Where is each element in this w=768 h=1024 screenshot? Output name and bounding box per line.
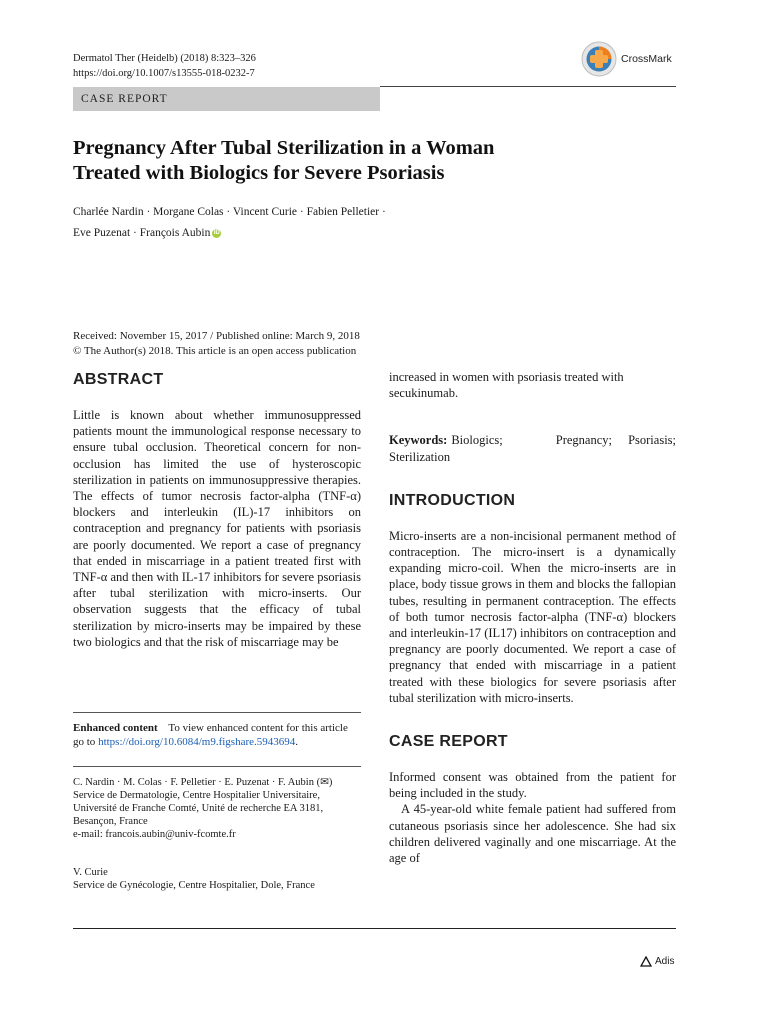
title-line-2: Treated with Biologics for Severe Psoriasis <box>73 162 445 184</box>
orcid-icon[interactable]: iD <box>213 229 220 236</box>
crossmark-badge[interactable] <box>581 41 672 77</box>
introduction-text: Micro-inserts are a non-incisional permanent method of contraception. The micro-insert is a dynamically expanding micro-coil. When the micro-inserts are in place, body tissue grows in them and blocks the fallopian tubes, resulting in permanent contraception. The effects of both tumor necrosis factor-alpha (TNF-α) blockers and interleukin-17 (IL17) inhibitors on contraception and pregnancy are poorly documented. We report a case of pregnancy that ended with miscarriage in a patient treated with these biologics for severe psoriasis after tubal sterilization with micro-inserts. <box>389 528 676 705</box>
case-report-para-1: Informed consent was obtained from the patient for being included in the study. <box>389 770 676 801</box>
abstract-rule <box>73 712 361 713</box>
title-line-1: Pregnancy After Tubal Sterilization in a Woman <box>73 137 495 159</box>
publisher-name: Adis <box>655 956 675 967</box>
authors-line-1: Charlée Nardin · Morgane Colas · Vincent Curie · Fabien Pelletier · <box>73 206 386 218</box>
keywords <box>389 432 676 464</box>
keyword-pregnancy: Pregnancy; <box>555 433 612 448</box>
author-list <box>73 202 673 244</box>
case-report-heading: CASE REPORT <box>389 733 508 751</box>
figshare-link[interactable]: https://doi.org/10.6084/m9.figshare.5943694 <box>98 736 296 748</box>
footer-rule <box>73 928 676 929</box>
abstract-heading: ABSTRACT <box>73 371 164 388</box>
keyword-psoriasis: Psoriasis; <box>628 433 677 448</box>
article-title <box>73 136 673 186</box>
received-published-dates: Received: November 15, 2017 / Published online: March 9, 2018 <box>73 330 360 342</box>
license-statement: © The Author(s) 2018. This article is an open access publication <box>73 345 357 357</box>
affiliation-1 <box>73 776 361 841</box>
authors-line-2-text: Eve Puzenat · François Aubin <box>73 227 211 239</box>
crossmark-label: CrossMark <box>621 53 672 65</box>
abstract-text: Little is known about whether immunosuppressed patients mount the immunological response necessary to ensure tubal occlusion. Theoretical concern for non-occlusion has limited the use of hysteroscopic sterilization in patients on immunosuppressive therapies. The effects of tumor necrosis factor-alpha (TNF-α) blockers and interleukin (IL)-17 inhibitors on contraception and pregnancy for patients with psoriasis are poorly documented. We report a case of pregnancy that ended in miscarriage in a patient treated first with TNF-α and then with IL-17 inhibitors for severe psoriasis after tubal sterilization with micro-inserts. Our observation suggests that the efficacy of tubal sterilization by micro-inserts may be impaired by these two biologics and that the risk of miscarriage may be <box>73 408 361 649</box>
adis-triangle-icon <box>640 956 652 967</box>
enhanced-content-text: To view enhanced content for this article go to <box>73 722 348 748</box>
affiliation-1-institution: Service de Dermatologie, Centre Hospitalier Universitaire, Université de Franche Comté, Unité de recherche EA 3181, Besançon, France <box>73 790 324 827</box>
affiliation-2-institution: Service de Gynécologie, Centre Hospitalier, Dole, France <box>73 880 315 891</box>
enhanced-content-label: Enhanced content <box>73 722 158 734</box>
crossmark-icon <box>581 41 617 77</box>
left-column <box>73 369 361 650</box>
article-doi[interactable]: https://doi.org/10.1007/s13555-018-0232-7 <box>73 68 255 79</box>
affiliation-1-email[interactable]: e-mail: francois.aubin@univ-fcomte.fr <box>73 829 236 840</box>
abstract-continued: increased in women with psoriasis treated with secukinumab. <box>389 370 624 401</box>
keywords-label: Keywords: <box>389 433 448 448</box>
introduction-heading: INTRODUCTION <box>389 491 516 509</box>
affiliation-1-names: C. Nardin · M. Colas · F. Pelletier · E. Puzenat · F. Aubin (✉) <box>73 777 333 788</box>
affiliation-2 <box>73 866 361 892</box>
enhanced-rule <box>73 766 361 767</box>
authors-line-2 <box>73 223 673 244</box>
publisher-logo <box>640 956 674 967</box>
header-rule <box>380 86 676 87</box>
enhanced-content-end: . <box>295 736 298 748</box>
keyword-biologics: Biologics; <box>451 433 503 448</box>
affiliation-2-names: V. Curie <box>73 867 108 878</box>
right-column <box>389 369 676 866</box>
journal-citation: Dermatol Ther (Heidelb) (2018) 8:323–326 <box>73 53 256 64</box>
publication-dates <box>73 329 360 359</box>
enhanced-content-note <box>73 721 361 749</box>
article-type-banner: CASE REPORT <box>73 87 380 111</box>
keyword-sterilization: Sterilization <box>389 449 451 464</box>
case-report-para-2: A 45-year-old white female patient had suffered from cutaneous psoriasis since her adolescence. She had six children delivered vaginally and one miscarriage. At the age of <box>389 802 676 866</box>
journal-header <box>73 51 256 81</box>
